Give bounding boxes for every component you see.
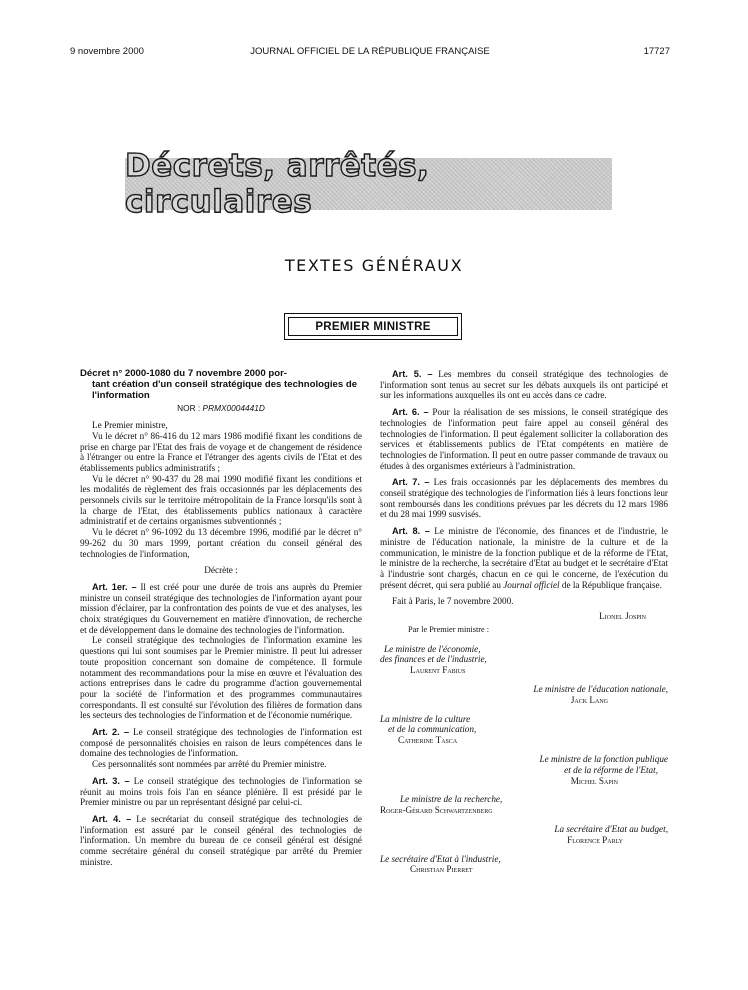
cult-name: Catherine Tasca — [398, 735, 458, 746]
running-header — [70, 46, 670, 60]
article-4-text: Le secrétariat du conseil stratégique des technologies de l'information est assuré par le conseil général des technologies de l'information. Un membre du bureau de ce conseil général est désigné comme secrétaire général du conseil stratégique par arrêté du Premier ministre. — [80, 814, 363, 867]
article-5 — [380, 369, 668, 401]
article-3-label: Art. 3. – — [92, 775, 130, 786]
nor-reference — [80, 403, 362, 414]
article-3-text: Le conseil stratégique des technologies de l'information se réunit au moins trois fois l'an en séance plénière. Il est présidé par le Premier ministre ou par un représentant désigné par celui-ci. — [80, 775, 362, 808]
article-1-text: Il est créé pour une durée de trois ans auprès du Premier ministre un conseil stratégique des technologies de l'information ayant pour mission d'éclairer, par la confrontation des points de vue et des analyses, les choix stratégiques du Gouvernement en matière d'innovation, de recherche et de développement dans le domaine des technologies de l'information. — [80, 581, 362, 635]
premier-ministre-line: Le Premier ministre, — [92, 420, 168, 431]
article-8 — [380, 526, 668, 590]
eco-title-2: des finances et de l'industrie, — [380, 654, 487, 665]
eco-title-1: Le ministre de l'économie, — [384, 643, 481, 654]
page-number: 17727 — [643, 46, 670, 57]
article-6 — [380, 407, 668, 471]
article-2-p2: Ces personnalités sont nommées par arrêté du Premier ministre. — [92, 759, 327, 770]
rech-title: Le ministre de la recherche, — [400, 794, 503, 805]
decree-title — [80, 369, 362, 401]
decree-title-line1: Décret n° 2000-1080 du 7 novembre 2000 por- — [80, 368, 287, 379]
article-8-text: Le ministre de l'économie, des finances et de l'industrie, le ministre de l'éducation nationale, la ministre de la culture et de la communication, le ministre de la fonction publique et de la réforme de l'Etat, le ministre de la recherche, la secrétaire d'Etat au budget et le secrétaire d'Etat à l'industrie sont chargés, chacun en ce qui le concerne, de l'exécution du présent décret, qui sera publié au — [380, 526, 668, 590]
article-7-text: Les frais occasionnés par les déplacements des membres du conseil stratégique des technologies de l'information liés à leurs fonctions leur sont remboursés dans les conditions prévues par les décrets du 12 mars 1986 et du 28 mai 1999 susvisés. — [380, 477, 669, 520]
fp-title-2: et de la réforme de l'Etat, — [564, 764, 658, 775]
article-6-text: Pour la réalisation de ses missions, le conseil stratégique des technologies de l'information peut faire appel au conseil général des technologies de l'information. Il peut également solliciter la collaboration des services et établissements publics de l'Etat compétents en matière de technologies de l'information. Il peut en outre passer commande de travaux ou études à des organismes extérieurs à l'administration. — [380, 407, 669, 471]
nor-label: NOR : — [177, 403, 201, 414]
vu-90-437: Vu le décret n° 90-437 du 28 mai 1990 modifié fixant les conditions et les modalités de règlement des frais occasionnés par les déplacements des personnels civils sur le territoire métropolitain de la France lorsqu'ils sont à la charge de l'Etat, des établissements publics nationaux à caractère administratif et de certains organismes subventionnés ; — [80, 473, 362, 527]
left-column — [80, 369, 362, 868]
ind-title: Le secrétaire d'Etat à l'industrie, — [380, 853, 501, 864]
article-8-label: Art. 8. – — [392, 526, 430, 537]
article-2-label: Art. 2. – — [92, 727, 130, 738]
fait-a-paris: Fait à Paris, le 7 novembre 2000. — [392, 596, 514, 607]
banner-title: Décrets, arrêtés, circulaires — [125, 148, 430, 220]
article-8-journal: Journal officiel — [503, 579, 560, 590]
ministry-box — [284, 313, 462, 340]
signatures — [380, 611, 668, 875]
article-2-text: Le conseil stratégique des technologies de l'information est composé de personnalités choisies en raison de leurs compétences dans le domaine des technologies de l'information. — [80, 727, 363, 759]
fp-name: Michel Sapin — [570, 775, 618, 786]
nor-code: PRMX0004441D — [202, 403, 265, 414]
category-banner — [125, 148, 612, 220]
right-column — [380, 369, 668, 875]
ind-name: Christian Pierret — [410, 864, 473, 875]
eco-name: Laurent Fabius — [410, 665, 466, 676]
cult-title-2: et de la communication, — [388, 724, 477, 735]
ministry-label: PREMIER MINISTRE — [288, 317, 458, 336]
article-5-label: Art. 5. – — [392, 369, 433, 379]
article-5-text: Les membres du conseil stratégique des technologies de l'information sont tenus au secret sur les débats auxquels ils ont participé et sur les informations auxquelles ils ont eu accès dans ce cadre. — [380, 369, 668, 401]
pm-signature: Lionel Jospin — [599, 611, 646, 622]
bud-title: La secrétaire d'Etat au budget, — [554, 824, 668, 835]
bud-name: Florence Parly — [567, 834, 623, 845]
vu-96-1092: Vu le décret n° 96-1092 du 13 décembre 1996, modifié par le décret n° 99-262 du 30 mars 1999, portant création du conseil général des technologies de l'information, — [80, 527, 362, 559]
article-1-label: Art. 1er. – — [92, 581, 137, 592]
article-1 — [80, 582, 362, 636]
edu-title: Le ministre de l'éducation nationale, — [533, 684, 668, 695]
article-7-label: Art. 7. – — [392, 477, 430, 488]
fp-title-1: Le ministre de la fonction publique — [539, 754, 668, 765]
par-premier-ministre: Par le Premier ministre : — [408, 624, 490, 634]
issue-date: 9 novembre 2000 — [70, 46, 144, 57]
journal-title: JOURNAL OFFICIEL DE LA RÉPUBLIQUE FRANÇAISE — [250, 46, 490, 57]
rech-name: Roger-Gérard Schwartzenberg — [380, 805, 493, 816]
article-7 — [380, 477, 668, 520]
article-4 — [80, 814, 362, 868]
edu-name: Jack Lang — [570, 694, 608, 705]
article-2 — [80, 727, 362, 759]
article-4-label: Art. 4. – — [92, 814, 132, 824]
vu-86-416: Vu le décret n° 86-416 du 12 mars 1986 modifié fixant les conditions de prise en charge par l'Etat des frais de voyage et de changement de résidence à l'étranger ou entre la France et l'étranger des agents civils de l'Etat et des établissements publics administratifs ; — [80, 430, 362, 473]
article-3 — [80, 776, 362, 808]
article-6-label: Art. 6. – — [392, 407, 429, 418]
article-8-end: de la République française. — [559, 579, 662, 590]
decree-title-cont: tant création d'un conseil stratégique des technologies de l'information — [92, 378, 358, 401]
cult-title-1: La ministre de la culture — [380, 713, 471, 724]
article-1-p2: Le conseil stratégique des technologies de l'information examine les questions qui lui sont soumises par le Premier ministre. Il peut lui adresser toute proposition concernant son domaine de compétence. Il formule notamment des recommandations pour la mise en œuvre et l'évaluation des actions entreprises dans le cadre du programme d'action gouvernemental pour la société de l'information et des programmes communautaires correspondants. Il est consulté sur l'évolution des filières de formation dans les secteurs des technologies de l'information et de l'économie numérique. — [80, 635, 362, 721]
decrete: Décrète : — [204, 565, 238, 576]
section-title: TEXTES GÉNÉRAUX — [284, 256, 464, 275]
